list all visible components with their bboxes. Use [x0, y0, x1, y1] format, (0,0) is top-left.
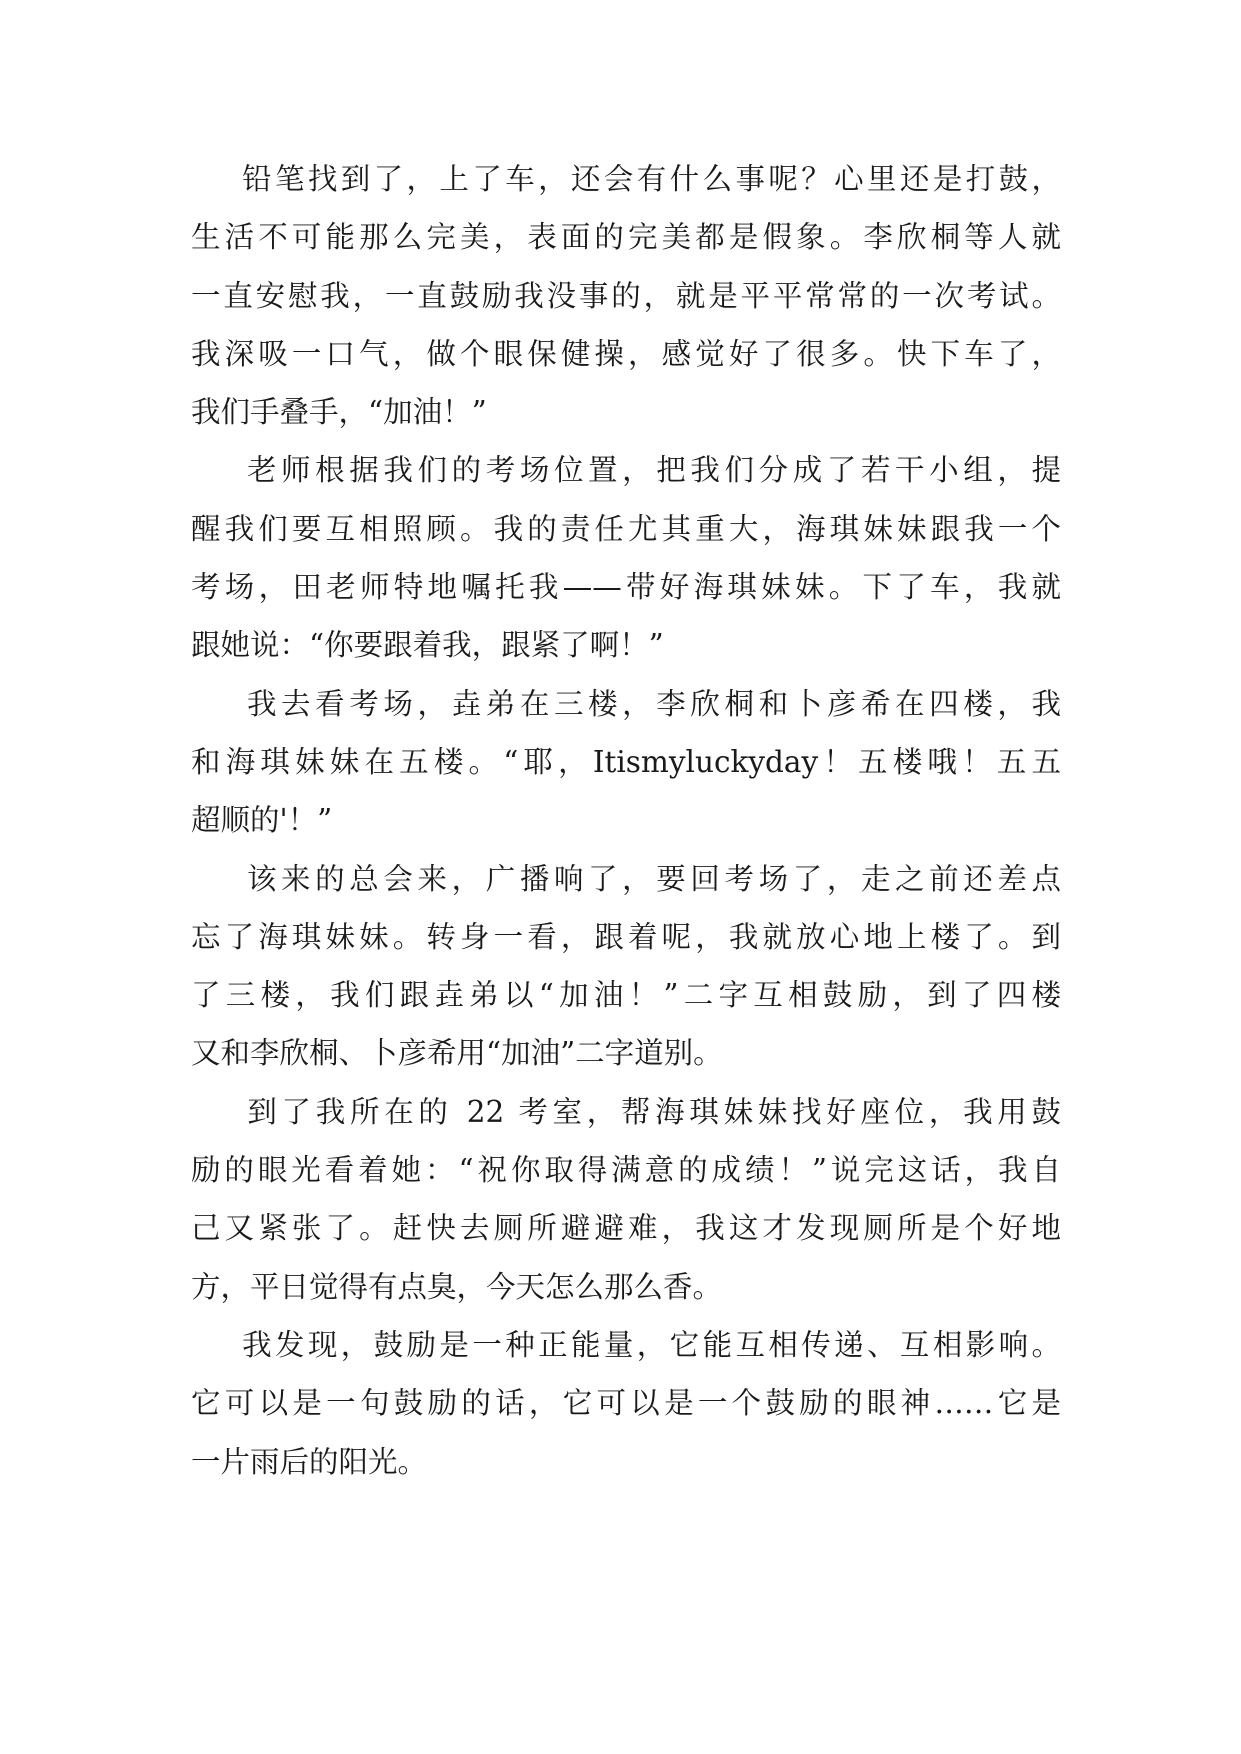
text-line: 一片雨后的阳光。: [191, 1444, 428, 1479]
paragraph-1: [191, 150, 1061, 441]
text-line: 铅笔找到了，上了车，还会有什么事呢？心里还是打鼓，: [191, 162, 1061, 196]
text-line: 醒我们要互相照顾。我的责任尤其重大，海琪妹妹跟我一个: [191, 511, 1061, 546]
text-line: 生活不可能那么完美，表面的完美都是假象。李欣桐等人就: [191, 220, 1061, 255]
paragraph-4: [191, 850, 1061, 1083]
paragraph-2: [191, 441, 1061, 674]
text-line: 考场，田老师特地嘱托我——带好海琪妹妹。下了车，我就: [191, 570, 1061, 605]
paragraph-3: [191, 675, 1061, 850]
body-text: [191, 150, 1061, 1491]
text-line: 我去看考场，垚弟在三楼，李欣桐和卜彦希在四楼，我: [191, 686, 1061, 721]
paragraph-6: [191, 1316, 1061, 1491]
text-line: 我深吸一口气，做个眼保健操，感觉好了很多。快下车了，: [191, 336, 1061, 371]
text-line: 该来的总会来，广播响了，要回考场了，走之前还差点: [191, 861, 1061, 896]
text-line: 老师根据我们的考场位置，把我们分成了若干小组，提: [191, 453, 1061, 488]
text-line: 忘了海琪妹妹。转身一看，跟着呢，我就放心地上楼了。到: [191, 919, 1061, 954]
paragraph-5: [191, 1083, 1061, 1316]
text-line: 又和李欣桐、卜彦希用“加油”二字道别。: [191, 1036, 723, 1071]
text-line: 一直安慰我，一直鼓励我没事的，就是平平常常的一次考试。: [191, 278, 1061, 313]
text-line: 和海琪妹妹在五楼。“耶，Itismyluckyday！五楼哦！五五: [191, 744, 1061, 779]
text-line: 超顺的'！”: [191, 803, 333, 838]
text-line: 我们手叠手，“加油！”: [191, 395, 487, 430]
text-line: 了三楼，我们跟垚弟以“加油！”二字互相鼓励，到了四楼: [191, 978, 1061, 1013]
text-line: 己又紧张了。赶快去厕所避避难，我这才发现厕所是个好地: [191, 1211, 1061, 1246]
text-line: 跟她说：“你要跟着我，跟紧了啊！”: [191, 628, 664, 663]
text-line: 到了我所在的 22 考室，帮海琪妹妹找好座位，我用鼓: [191, 1094, 1061, 1129]
text-line: 方，平日觉得有点臭，今天怎么那么香。: [191, 1269, 723, 1304]
text-line: 励的眼光看着她：“祝你取得满意的成绩！”说完这话，我自: [191, 1153, 1061, 1188]
text-line: 我发现，鼓励是一种正能量，它能互相传递、互相影响。: [191, 1327, 1061, 1362]
text-line: 它可以是一句鼓励的话，它可以是一个鼓励的眼神……它是: [191, 1386, 1061, 1421]
